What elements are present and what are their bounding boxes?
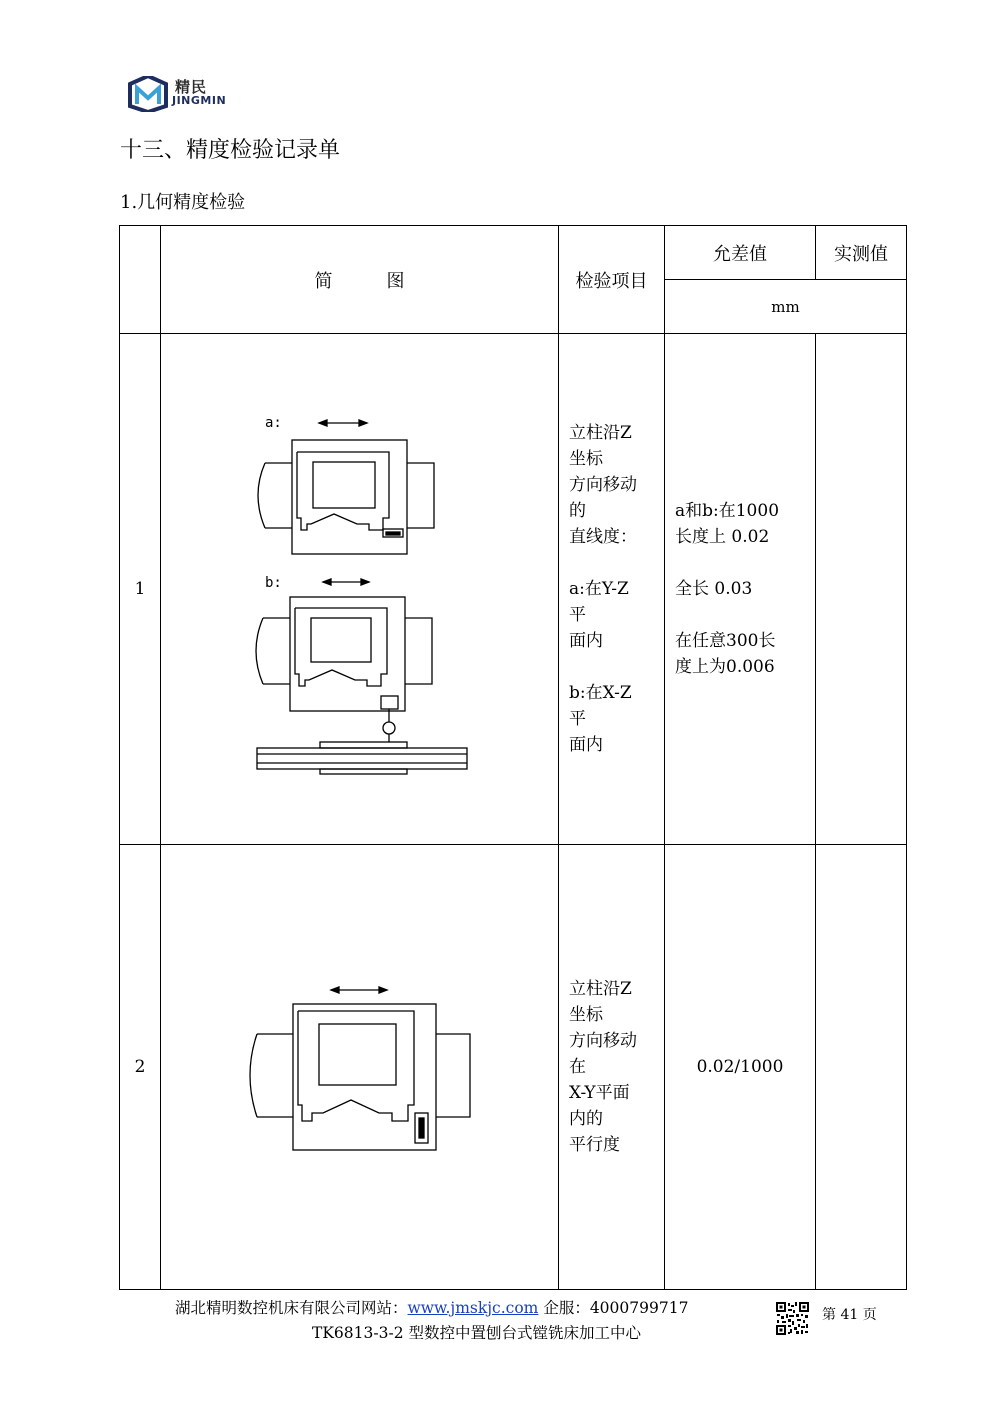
- inspection-table: [119, 225, 907, 1290]
- measured-value-cell[interactable]: [816, 845, 907, 1290]
- subsection-title: 1.几何精度检验: [120, 192, 246, 213]
- item-gap: [569, 550, 664, 576]
- footer-website-link[interactable]: www.jmskjc.com: [407, 1299, 539, 1317]
- item-line: 在: [569, 1057, 586, 1077]
- item-line: 平: [569, 709, 586, 729]
- tolerance-cell: 0.02/1000: [665, 845, 816, 1290]
- column-parallelism-diagram: [161, 847, 559, 1287]
- qr-code-icon: [776, 1302, 809, 1335]
- item-line: 立柱沿Z: [569, 979, 632, 999]
- table-row: [120, 334, 907, 845]
- tolerance-gap: [675, 550, 815, 576]
- item-line: a:在Y-Z: [569, 579, 629, 599]
- header-unit: mm: [665, 280, 907, 334]
- row-number: 2: [120, 845, 161, 1290]
- header-number-cell: [120, 226, 161, 334]
- item-line: 方向移动: [569, 1031, 637, 1051]
- tolerance-line: 度上为0.006: [675, 657, 775, 677]
- item-line: 的: [569, 501, 586, 521]
- header-measured: 实测值: [816, 226, 907, 280]
- measured-value-cell[interactable]: [816, 334, 907, 845]
- column-straightness-diagram: [161, 344, 559, 844]
- footer-service: 企服：4000799717: [538, 1299, 689, 1317]
- header-tolerance: 允差值: [665, 226, 816, 280]
- tolerance-cell: [665, 334, 816, 845]
- item-gap: [569, 654, 664, 680]
- diagram-cell: [161, 334, 559, 845]
- inspection-item: [559, 845, 665, 1290]
- header-diagram: 简 图: [161, 226, 559, 334]
- tolerance-line: 长度上 0.02: [675, 527, 770, 547]
- footer-model: TK6813-3-2 型数控中置刨台式镗铣床加工中心: [312, 1324, 641, 1342]
- logo-chinese: 精民: [175, 78, 208, 96]
- item-line: 平行度: [569, 1135, 620, 1155]
- item-line: X-Y平面: [569, 1083, 630, 1103]
- item-line: 方向移动: [569, 475, 637, 495]
- inspection-item: [559, 334, 665, 845]
- footer-company: 湖北精明数控机床有限公司网站：: [175, 1299, 408, 1317]
- tolerance-gap: [675, 602, 815, 628]
- logo-english: JINGMIN: [172, 94, 227, 107]
- diagram-cell: [161, 845, 559, 1290]
- row-number: 1: [120, 334, 161, 845]
- header-item: 检验项目: [559, 226, 665, 334]
- item-line: 立柱沿Z: [569, 423, 632, 443]
- tolerance-line: 在任意300长: [675, 631, 776, 651]
- table-row: [120, 845, 907, 1290]
- item-line: 坐标: [569, 1005, 603, 1025]
- tolerance-line: a和b:在1000: [675, 501, 780, 521]
- item-line: 直线度：: [569, 527, 637, 547]
- footer-company-line: [175, 1296, 688, 1318]
- item-line: 面内: [569, 631, 603, 651]
- item-line: 坐标: [569, 449, 603, 469]
- diagram-label-a: a:: [265, 415, 282, 431]
- section-title: 十三、精度检验记录单: [120, 138, 341, 163]
- item-line: b:在X-Z: [569, 683, 632, 703]
- diagram-label-b: b:: [265, 575, 282, 591]
- page-number: 第 41 页: [822, 1307, 877, 1323]
- item-line: 面内: [569, 735, 603, 755]
- item-line: 平: [569, 605, 586, 625]
- tolerance-line: 全长 0.03: [675, 579, 753, 599]
- item-line: 内的: [569, 1109, 603, 1129]
